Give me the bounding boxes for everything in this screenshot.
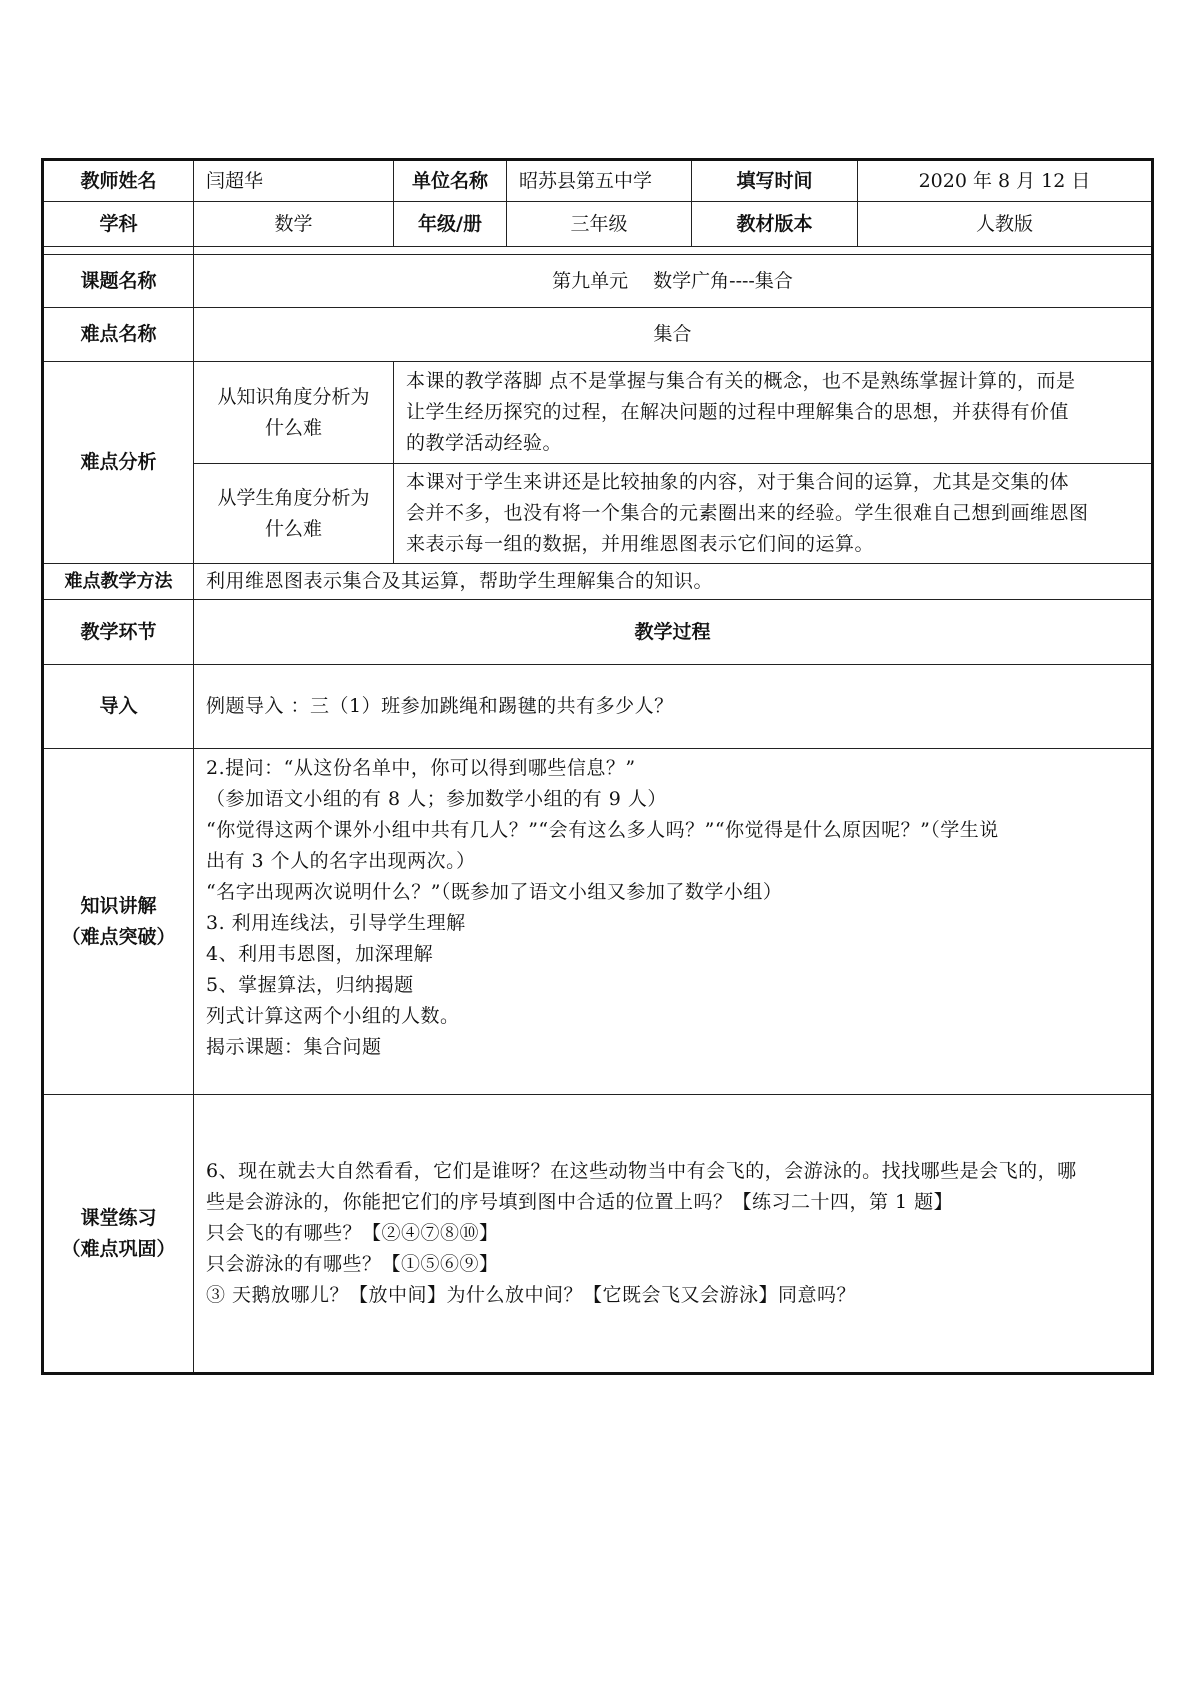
practice-line: 只会游泳的有哪些？【①⑤⑥⑨】	[206, 1253, 499, 1275]
explain-line: 列式计算这两个小组的人数。	[206, 1005, 460, 1027]
knowledge-line: 本课的教学落脚 点不是掌握与集合有关的概念，也不是熟练掌握计算的，而是	[406, 370, 1076, 392]
knowledge-line: 的教学活动经验。	[406, 432, 563, 454]
teacher-label: 教师姓名	[43, 160, 194, 202]
practice-label-line-1: 课堂练习	[80, 1206, 157, 1229]
header-row-1	[43, 160, 1153, 202]
process-step-label: 教学环节	[43, 600, 194, 665]
lesson-plan-table	[41, 158, 1154, 1375]
method-label: 难点教学方法	[43, 564, 194, 600]
header-row-2	[43, 202, 1153, 247]
subject-value: 数学	[194, 202, 394, 247]
analysis-knowledge-row	[43, 362, 1153, 464]
intro-value: 例题导入 ：三（1）班参加跳绳和踢毽的共有多少人？	[194, 665, 1153, 749]
explain-line: 2.提问：“从这份名单中，你可以得到哪些信息？”	[206, 757, 636, 779]
practice-row	[43, 1095, 1153, 1374]
header-spacer-row	[43, 247, 1153, 255]
analysis-student-row	[43, 464, 1153, 564]
explain-line: 揭示课题：集合问题	[206, 1036, 382, 1058]
process-header-row	[43, 600, 1153, 665]
student-analysis-label-line-2: 什么难	[264, 517, 322, 540]
grade-label: 年级/册	[394, 202, 507, 247]
knowledge-line: 让学生经历探究的过程，在解决问题的过程中理解集合的思想，并获得有价值	[406, 401, 1070, 423]
teacher-value: 闫超华	[194, 160, 394, 202]
unit-value: 昭苏县第五中学	[507, 160, 692, 202]
grade-value: 三年级	[507, 202, 692, 247]
edition-value: 人教版	[858, 202, 1153, 247]
explain-line: “名字出现两次说明什么？”（既参加了语文小组又参加了数学小组）	[206, 881, 783, 903]
practice-text	[194, 1095, 1153, 1374]
student-line: 本课对于学生来讲还是比较抽象的内容，对于集合间的运算，尤其是交集的体	[406, 471, 1070, 493]
explain-text	[194, 749, 1153, 1095]
explain-line: 出有 3 个人的名字出现两次。）	[206, 850, 476, 872]
topic-value: 第九单元 数学广角----集合	[194, 255, 1153, 308]
subject-label: 学科	[43, 202, 194, 247]
unit-label: 单位名称	[394, 160, 507, 202]
date-value: 2020 年 8 月 12 日	[858, 160, 1153, 202]
explain-line: “你觉得这两个课外小组中共有几人？”“会有这么多人吗？”“你觉得是什么原因呢？”（学生说	[206, 819, 999, 841]
explain-label	[43, 749, 194, 1095]
practice-line: 些是会游泳的，你能把它们的序号填到图中合适的位置上吗？【练习二十四，第 1 题】	[206, 1191, 954, 1213]
topic-row	[43, 255, 1153, 308]
knowledge-analysis-label	[194, 362, 394, 464]
explain-line: （参加语文小组的有 8 人；参加数学小组的有 9 人）	[206, 788, 667, 810]
practice-line: ③ 天鹅放哪儿？【放中间】为什么放中间？【它既会飞又会游泳】同意吗？	[206, 1284, 857, 1306]
explain-label-line-1: 知识讲解	[80, 894, 157, 917]
practice-label-line-2: （难点巩固）	[61, 1237, 176, 1260]
difficulty-row	[43, 308, 1153, 362]
edition-label: 教材版本	[692, 202, 858, 247]
explain-row	[43, 749, 1153, 1095]
date-label: 填写时间	[692, 160, 858, 202]
analysis-label: 难点分析	[43, 362, 194, 564]
practice-label	[43, 1095, 194, 1374]
student-line: 会并不多，也没有将一个集合的元素圈出来的经验。学生很难自己想到画维恩图	[406, 502, 1089, 524]
explain-label-line-2: （难点突破）	[61, 925, 176, 948]
student-analysis-text	[394, 464, 1153, 564]
difficulty-label: 难点名称	[43, 308, 194, 362]
method-row	[43, 564, 1153, 600]
practice-line: 6、现在就去大自然看看，它们是谁呀？在这些动物当中有会飞的，会游泳的。找找哪些是会飞的，哪	[206, 1160, 1077, 1182]
explain-line: 4、利用韦恩图，加深理解	[206, 943, 434, 965]
practice-line: 只会飞的有哪些？【②④⑦⑧⑩】	[206, 1222, 499, 1244]
student-analysis-label-line-1: 从学生角度分析为	[217, 486, 370, 509]
knowledge-analysis-label-line-1: 从知识角度分析为	[217, 385, 370, 408]
student-line: 来表示每一组的数据，并用维恩图表示它们间的运算。	[406, 533, 875, 555]
intro-row	[43, 665, 1153, 749]
difficulty-value: 集合	[194, 308, 1153, 362]
topic-label: 课题名称	[43, 255, 194, 308]
intro-label: 导入	[43, 665, 194, 749]
process-header-value: 教学过程	[194, 600, 1153, 665]
explain-line: 3. 利用连线法，引导学生理解	[206, 912, 466, 934]
lesson-plan-sheet	[41, 158, 1151, 1375]
student-analysis-label	[194, 464, 394, 564]
explain-line: 5、掌握算法，归纳揭题	[206, 974, 414, 996]
method-value: 利用维恩图表示集合及其运算，帮助学生理解集合的知识。	[194, 564, 1153, 600]
knowledge-analysis-label-line-2: 什么难	[264, 416, 322, 439]
knowledge-analysis-text	[394, 362, 1153, 464]
